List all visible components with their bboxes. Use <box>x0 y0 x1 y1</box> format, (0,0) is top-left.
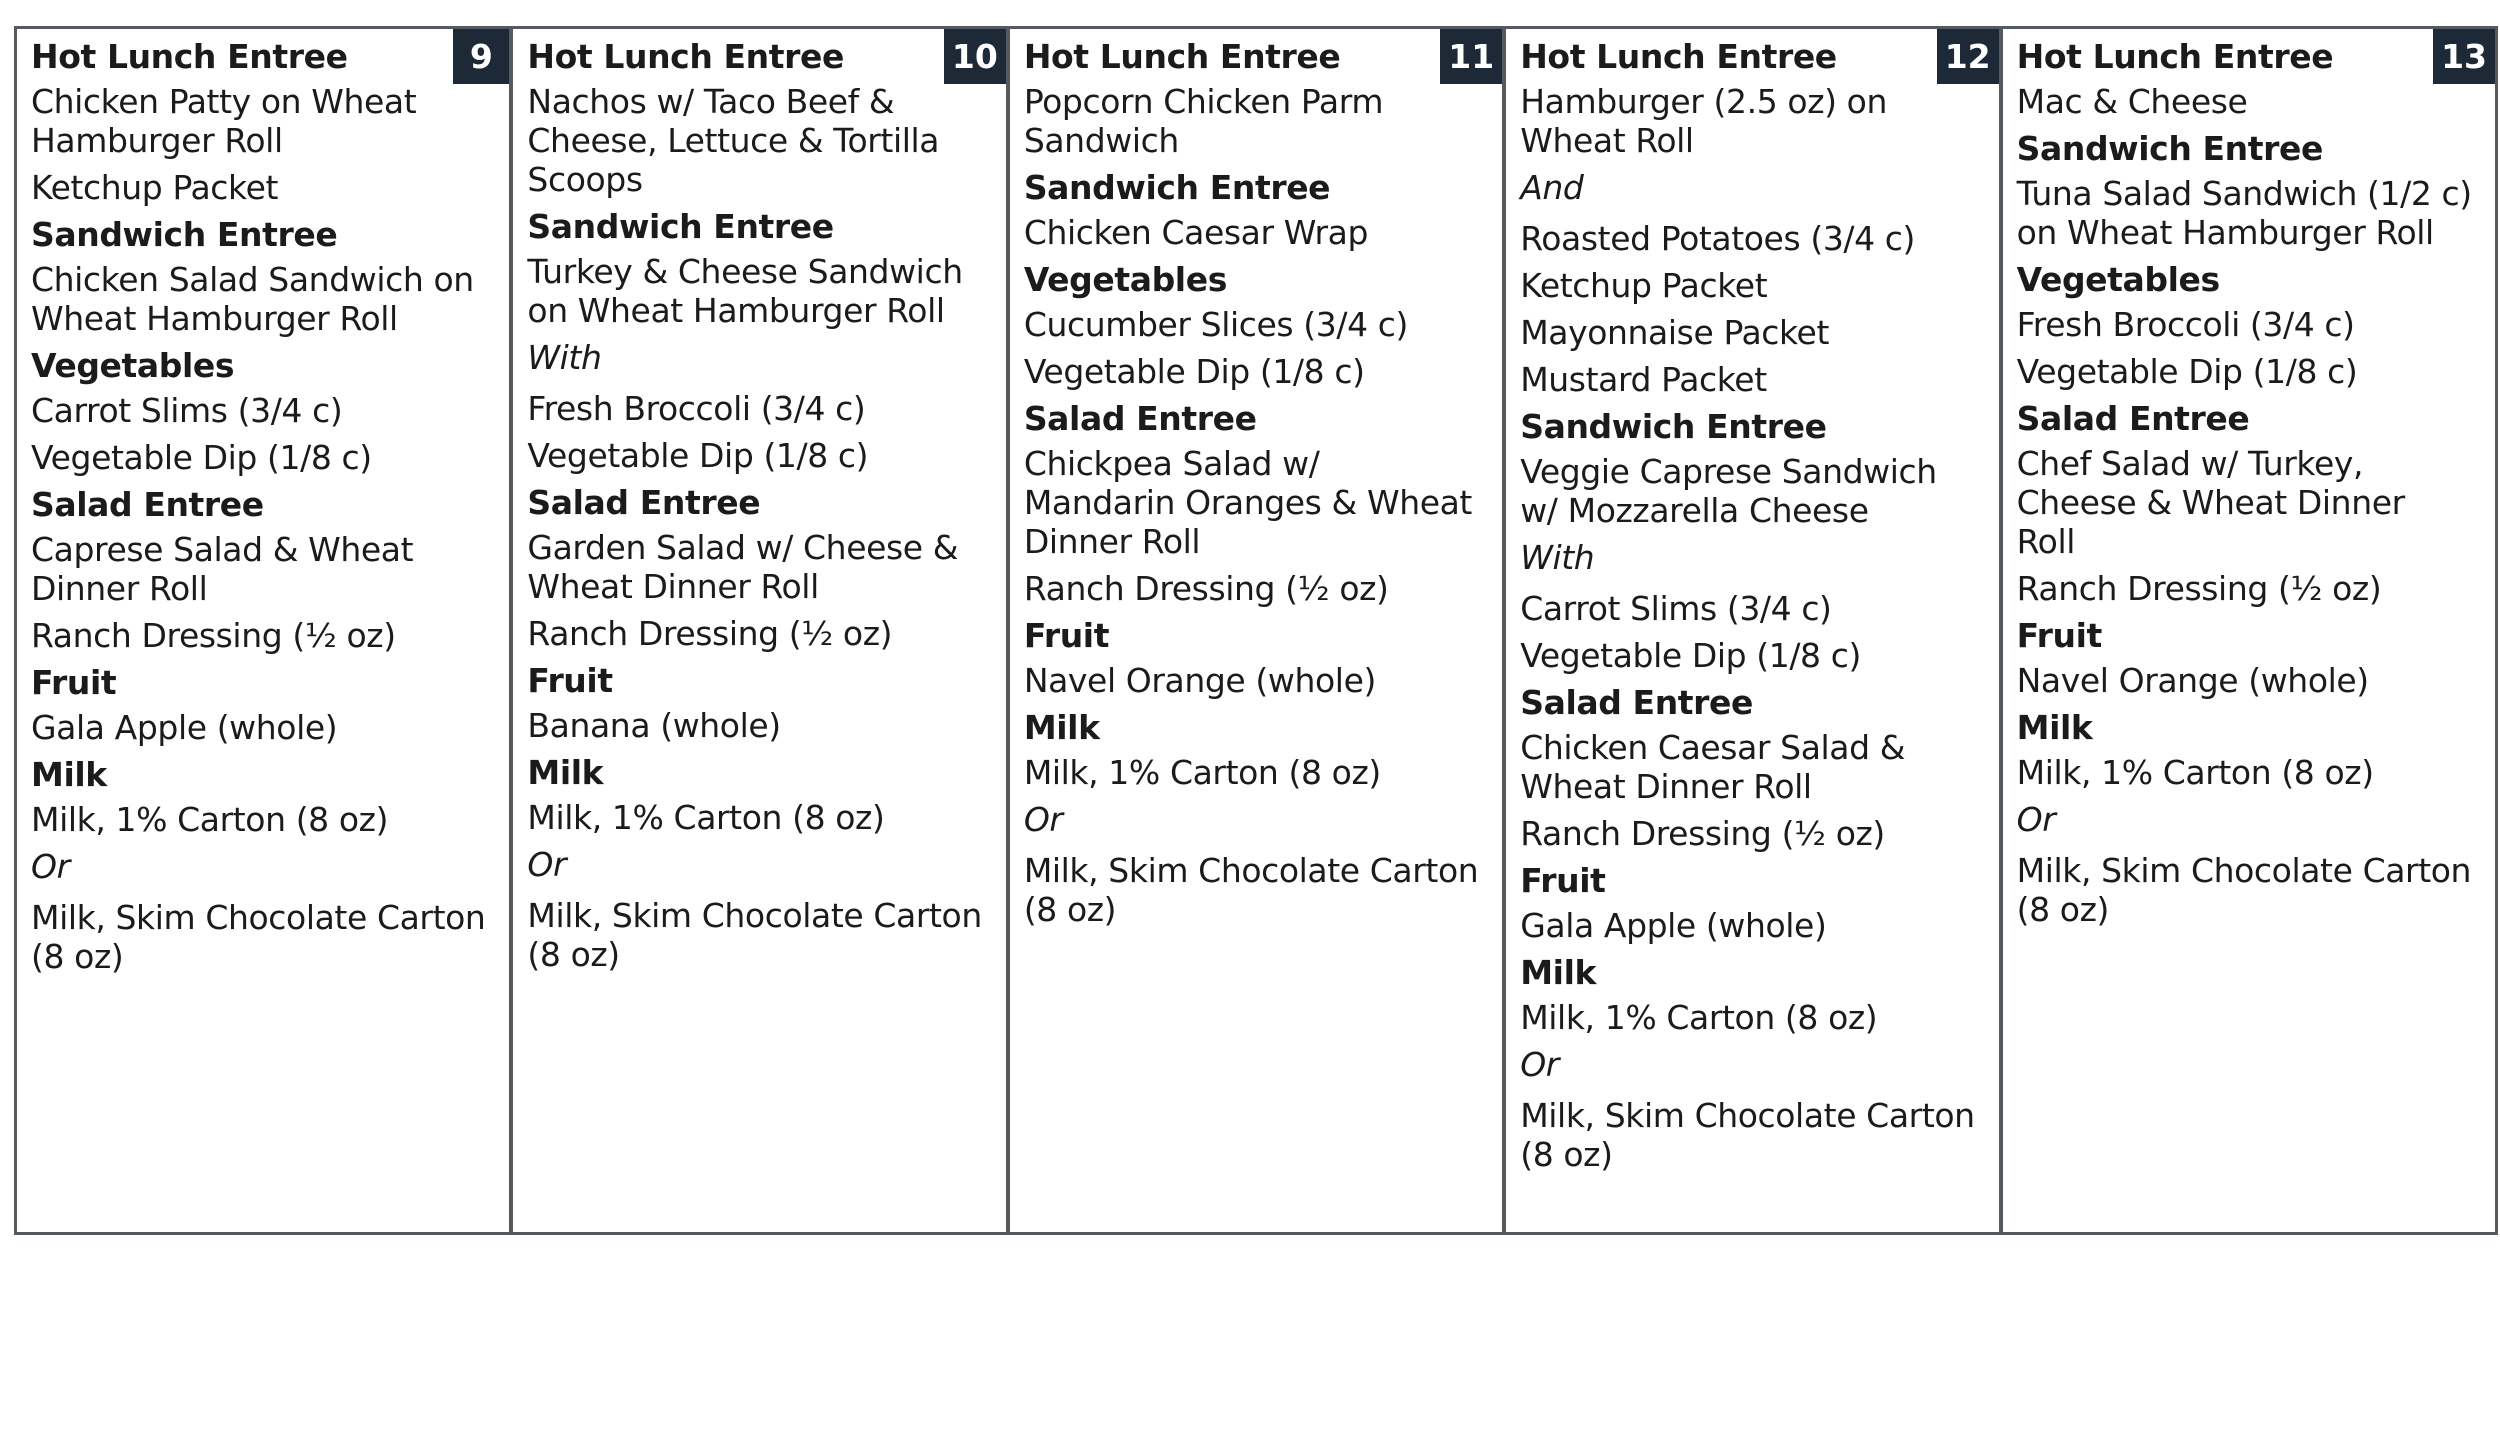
menu-item: Vegetable Dip (1/8 c) <box>527 436 869 475</box>
menu-item: Fresh Broccoli (3/4 c) <box>2016 305 2355 344</box>
menu-item: Veggie Caprese Sandwich w/ Mozzarella Cheese <box>1520 452 1937 530</box>
menu-item: Mayonnaise Packet <box>1520 313 1829 352</box>
menu-item: Milk, 1% Carton (8 oz) <box>1023 753 1381 792</box>
menu-item: Garden Salad w/ Cheese & Wheat Dinner Roll <box>527 528 959 606</box>
category-heading: Hot Lunch Entree <box>1520 37 1837 76</box>
menu-item: Ranch Dressing (½ oz) <box>527 614 893 653</box>
menu-connector: With <box>1520 538 1595 577</box>
menu-item: Roasted Potatoes (3/4 c) <box>1520 219 1916 258</box>
menu-item: Carrot Slims (3/4 c) <box>31 391 343 430</box>
category-heading: Salad Entree <box>31 485 264 524</box>
category-heading: Sandwich Entree <box>2016 129 2323 168</box>
menu-item: Milk, Skim Chocolate Carton (8 oz) <box>1023 851 1479 929</box>
menu-connector: With <box>527 338 602 377</box>
day-number-badge: 11 <box>1440 29 1502 84</box>
menu-item: Milk, 1% Carton (8 oz) <box>2016 753 2374 792</box>
menu-item: Tuna Salad Sandwich (1/2 c) on Wheat Hamburger Roll <box>2016 174 2472 252</box>
day-column <box>17 29 513 1232</box>
menu-item: Ranch Dressing (½ oz) <box>1023 569 1389 608</box>
category-heading: Fruit <box>1023 616 1110 655</box>
category-heading: Sandwich Entree <box>1023 168 1331 207</box>
menu-item: Gala Apple (whole) <box>1520 906 1827 945</box>
category-heading: Salad Entree <box>2016 399 2250 438</box>
category-heading: Vegetables <box>1023 260 1227 299</box>
category-heading: Fruit <box>527 661 613 700</box>
menu-item: Vegetable Dip (1/8 c) <box>31 438 372 477</box>
menu-item: Hamburger (2.5 oz) on Wheat Roll <box>1520 82 1887 160</box>
category-heading: Milk <box>31 755 107 794</box>
category-heading: Sandwich Entree <box>1520 407 1827 446</box>
menu-item: Chicken Patty on Wheat Hamburger Roll <box>31 82 417 160</box>
category-heading: Hot Lunch Entree <box>1023 37 1341 76</box>
menu-item: Navel Orange (whole) <box>1023 661 1376 700</box>
category-heading: Sandwich Entree <box>31 215 338 254</box>
menu-item: Vegetable Dip (1/8 c) <box>2016 352 2358 391</box>
category-heading: Fruit <box>2016 616 2102 655</box>
menu-item: Popcorn Chicken Parm Sandwich <box>1023 82 1384 160</box>
menu-connector: Or <box>1520 1045 1559 1084</box>
category-heading: Vegetables <box>31 346 235 385</box>
category-heading: Hot Lunch Entree <box>31 37 348 76</box>
day-number-badge: 9 <box>453 29 509 84</box>
day-number-badge: 10 <box>944 29 1006 84</box>
category-heading: Hot Lunch Entree <box>2016 37 2334 76</box>
menu-item: Chicken Caesar Salad & Wheat Dinner Roll <box>1520 728 1906 806</box>
category-heading: Vegetables <box>2016 260 2220 299</box>
category-heading: Milk <box>2016 708 2093 747</box>
menu-item: Mac & Cheese <box>2016 82 2248 121</box>
menu-connector: Or <box>2016 800 2056 839</box>
menu-item: Ketchup Packet <box>31 168 279 207</box>
day-number-badge: 12 <box>1937 29 1999 84</box>
menu-item: Turkey & Cheese Sandwich on Wheat Hamburger Roll <box>527 252 963 330</box>
lunch-menu-grid <box>14 26 2498 1235</box>
category-heading: Salad Entree <box>527 483 761 522</box>
menu-item: Ranch Dressing (½ oz) <box>1520 814 1885 853</box>
category-heading: Milk <box>1520 953 1597 992</box>
menu-item: Navel Orange (whole) <box>2016 661 2369 700</box>
menu-item: Milk, Skim Chocolate Carton (8 oz) <box>31 898 486 976</box>
day-number-badge: 13 <box>2433 29 2495 84</box>
menu-item: Vegetable Dip (1/8 c) <box>1023 352 1365 391</box>
menu-item: Gala Apple (whole) <box>31 708 338 747</box>
menu-item: Banana (whole) <box>527 706 781 745</box>
day-column <box>513 29 1009 1232</box>
menu-item: Nachos w/ Taco Beef & Cheese, Lettuce & Tortilla Scoops <box>527 82 940 199</box>
day-column <box>1010 29 1506 1232</box>
menu-item: Milk, 1% Carton (8 oz) <box>527 798 885 837</box>
menu-item: Caprese Salad & Wheat Dinner Roll <box>31 530 414 608</box>
menu-item: Chef Salad w/ Turkey, Cheese & Wheat Dinner Roll <box>2016 444 2405 561</box>
menu-item: Milk, Skim Chocolate Carton (8 oz) <box>1520 1096 1975 1174</box>
category-heading: Hot Lunch Entree <box>527 37 844 76</box>
day-column <box>1506 29 2002 1232</box>
menu-connector: Or <box>1023 800 1063 839</box>
category-heading: Fruit <box>31 663 117 702</box>
category-heading: Milk <box>1023 708 1100 747</box>
menu-item: Milk, Skim Chocolate Carton (8 oz) <box>527 896 982 974</box>
category-heading: Sandwich Entree <box>527 207 834 246</box>
menu-item: Chicken Salad Sandwich on Wheat Hamburger Roll <box>31 260 474 338</box>
menu-item: Ranch Dressing (½ oz) <box>31 616 396 655</box>
menu-item: Milk, 1% Carton (8 oz) <box>31 800 389 839</box>
menu-item: Cucumber Slices (3/4 c) <box>1023 305 1408 344</box>
category-heading: Milk <box>527 753 604 792</box>
category-heading: Salad Entree <box>1023 399 1257 438</box>
menu-item: Carrot Slims (3/4 c) <box>1520 589 1832 628</box>
category-heading: Salad Entree <box>1520 683 1753 722</box>
menu-item: Milk, Skim Chocolate Carton (8 oz) <box>2016 851 2472 929</box>
menu-item: Chickpea Salad w/ Mandarin Oranges & Wheat Dinner Roll <box>1023 444 1472 561</box>
menu-item: Fresh Broccoli (3/4 c) <box>527 389 866 428</box>
category-heading: Fruit <box>1520 861 1606 900</box>
menu-connector: Or <box>31 847 70 886</box>
menu-item: Ketchup Packet <box>1520 266 1768 305</box>
menu-connector: And <box>1520 168 1584 207</box>
menu-item: Mustard Packet <box>1520 360 1767 399</box>
menu-connector: Or <box>527 845 567 884</box>
menu-item: Chicken Caesar Wrap <box>1023 213 1369 252</box>
menu-item: Ranch Dressing (½ oz) <box>2016 569 2382 608</box>
menu-item: Milk, 1% Carton (8 oz) <box>1520 998 1878 1037</box>
menu-item: Vegetable Dip (1/8 c) <box>1520 636 1861 675</box>
day-column <box>2003 29 2498 1232</box>
